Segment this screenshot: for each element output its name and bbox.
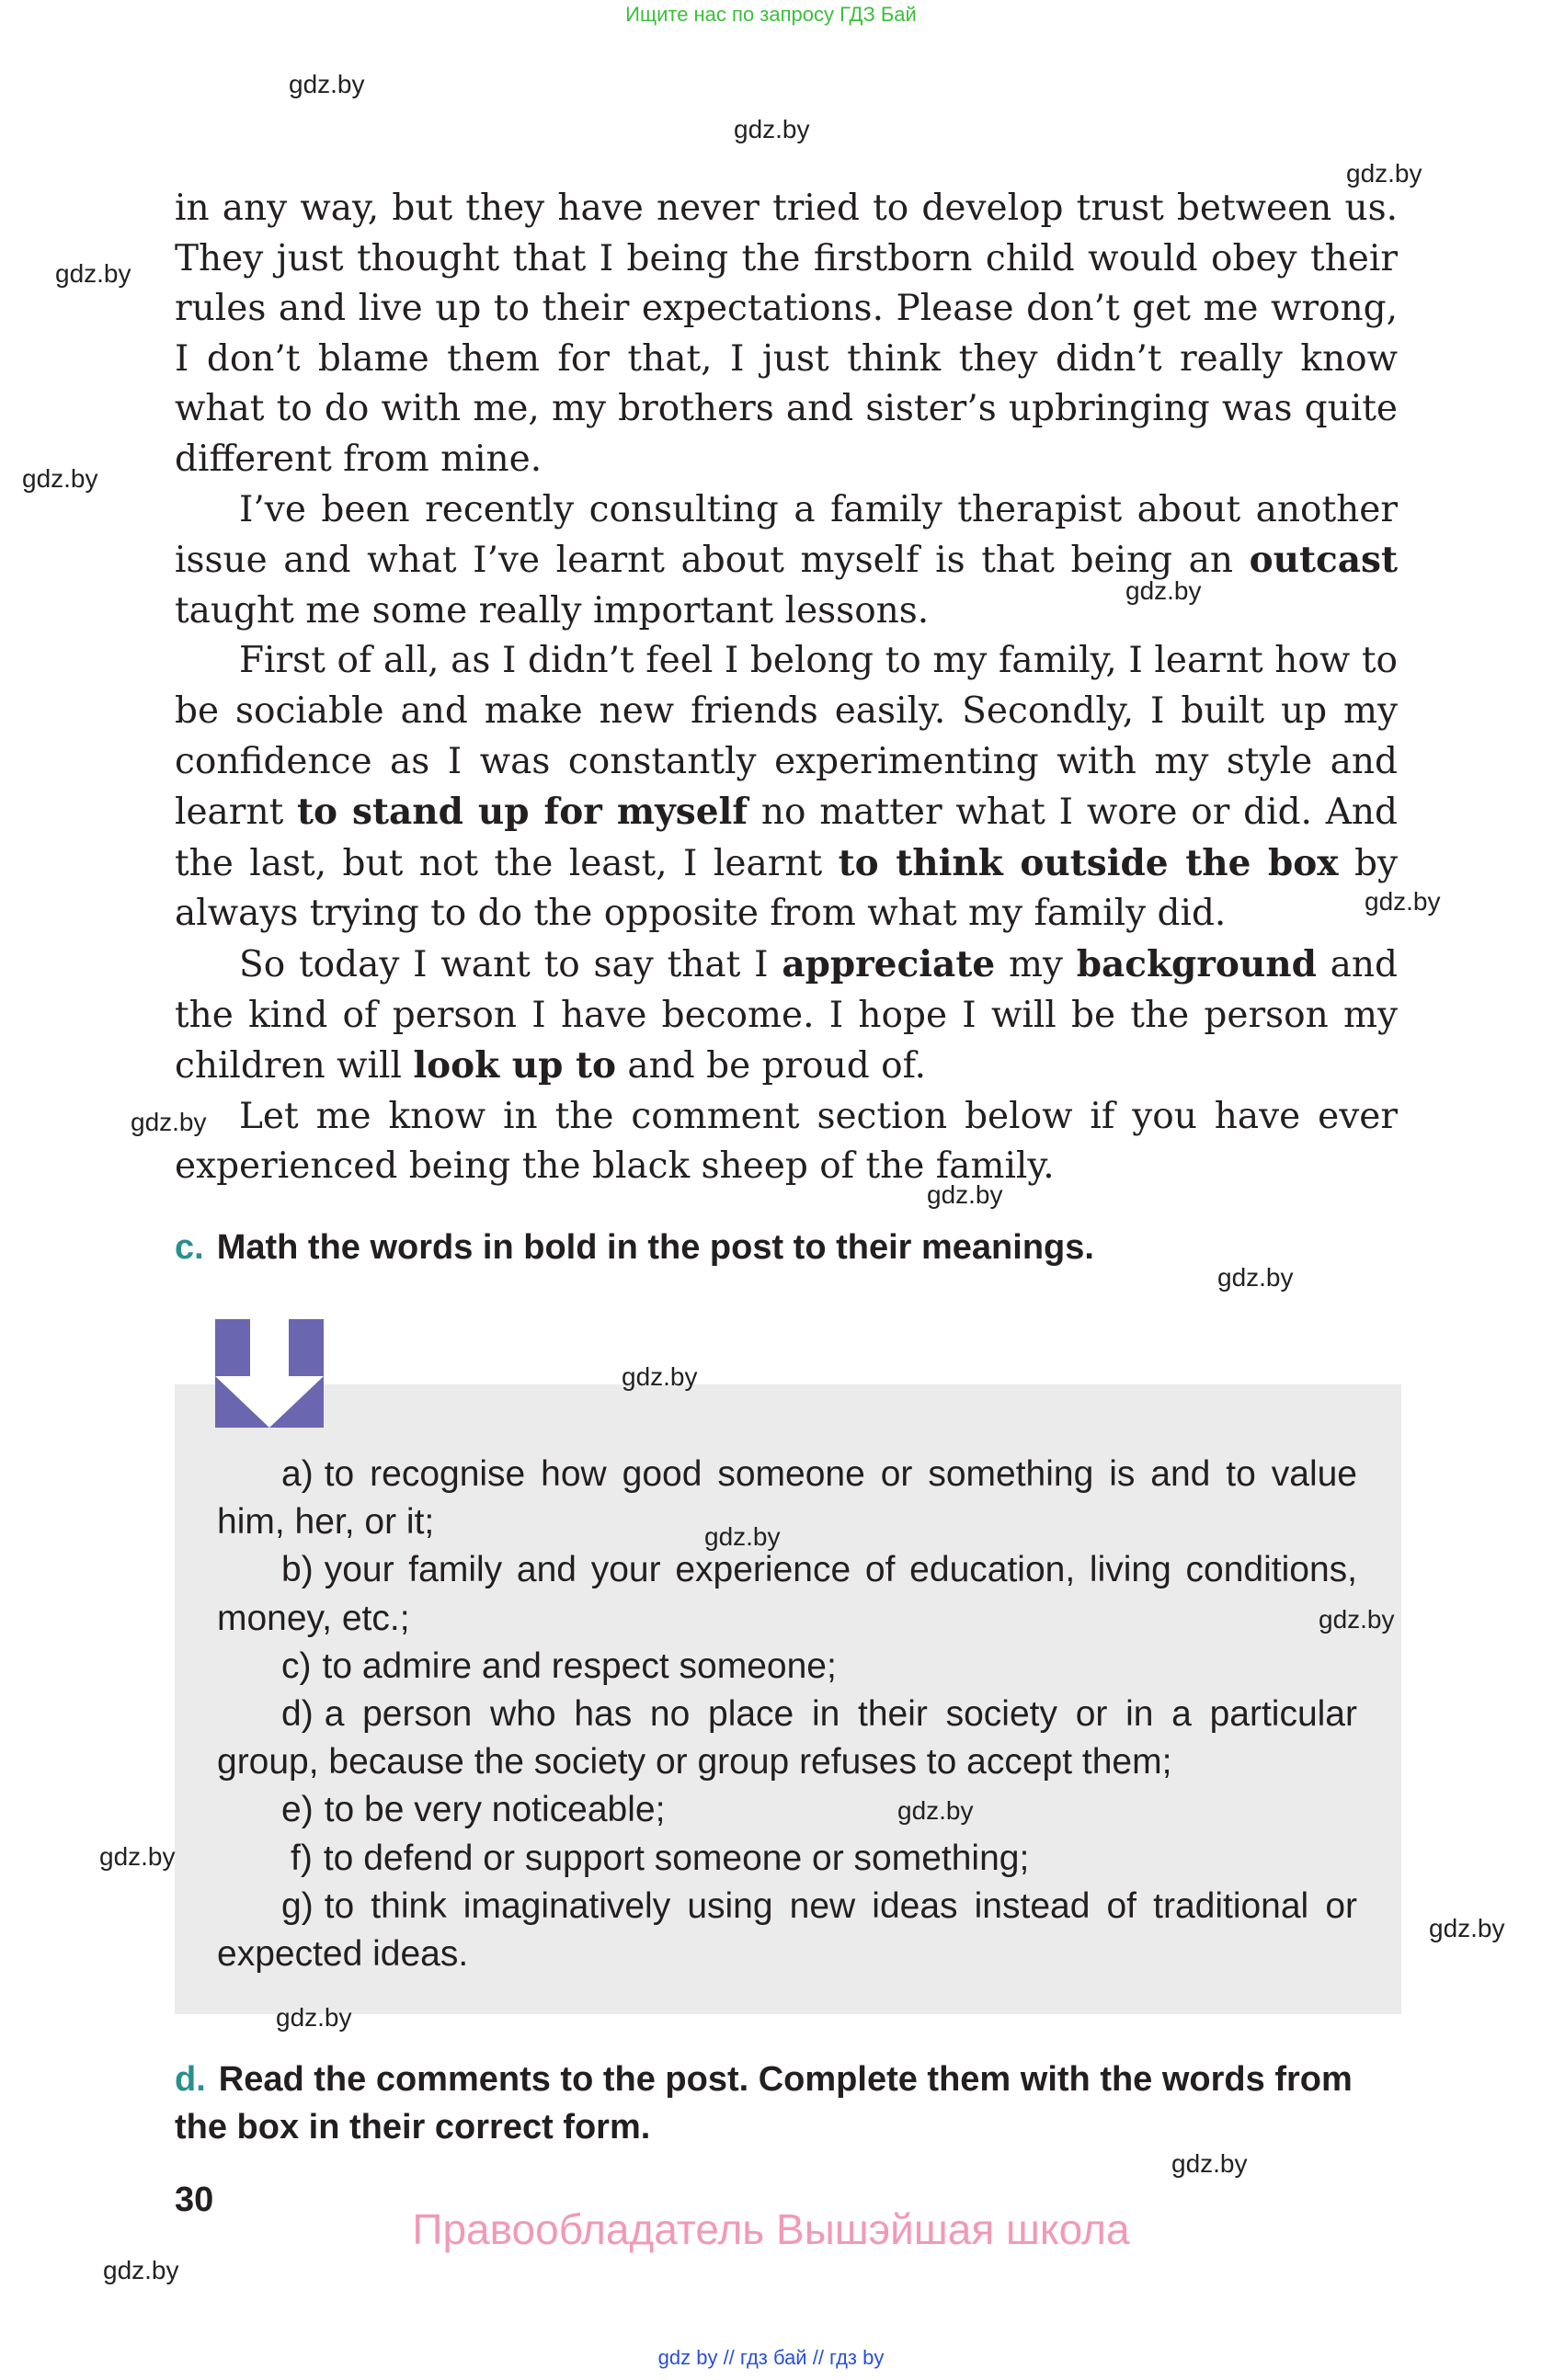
definition-item: d) a person who has no place in their society or in a particular group, because the society or group refuses to accept them; xyxy=(217,1694,1357,1782)
down-arrow-icon xyxy=(215,1319,324,1428)
definitions-list xyxy=(217,1451,1357,1978)
watermark: gdz.by xyxy=(734,115,810,143)
watermark: gdz.by xyxy=(103,2256,179,2284)
watermark: gdz.by xyxy=(99,1842,176,1871)
watermark: gdz.by xyxy=(622,1362,698,1391)
watermark: gdz.by xyxy=(704,1522,781,1551)
article-paragraph: I’ve been recently consulting a family therapist about another issue and what I’ve learnt about myself is that being an outcast taught me some really important lessons. xyxy=(175,488,1398,632)
watermark: gdz.by xyxy=(1217,1263,1294,1292)
watermark: gdz.by xyxy=(1365,887,1441,916)
definition-item: a) to recognise how good someone or something is and to value him, her, or it; xyxy=(217,1454,1357,1543)
top-banner: Ищите нас по запросу ГДЗ Бай xyxy=(625,3,917,26)
watermark: gdz.by xyxy=(289,70,365,98)
watermark: gdz.by xyxy=(22,464,98,493)
task-letter: d. xyxy=(175,2060,206,2099)
watermark: gdz.by xyxy=(1125,576,1202,605)
watermark: gdz.by xyxy=(1171,2149,1248,2178)
watermark: gdz.by xyxy=(897,1796,974,1825)
task-d-heading: d. Read the comments to the post. Complete them with the words from the box in their correct form. xyxy=(175,2060,1353,2147)
task-letter: c. xyxy=(175,1228,204,1267)
watermark: gdz.by xyxy=(131,1108,207,1136)
footer-links[interactable]: gdz by // гдз бай // гдз by xyxy=(657,2346,885,2369)
watermark: gdz.by xyxy=(927,1180,1003,1209)
article-paragraph: First of all, as I didn’t feel I belong to my family, I learnt how to be sociable and make new friends easily. Secondly, I built up my confidence as I was constantly experimenting with my style and learnt to stand up for myself no matter what I wore or did. And the last, but not the least, I learnt to think outside the box by always trying to do the opposite from what my family did. xyxy=(175,640,1398,935)
article-paragraph: in any way, but they have never tried to develop trust between us. They just thought that I being the firstborn child would obey their rules and live up to their expectations. Please don’t get me wrong, I don’t blame them for that, I just think they didn’t really know what to do with me, my brothers and sister’s upbringing was quite different from mine. xyxy=(175,188,1398,480)
task-c-heading: c. Math the words in bold in the post to their meanings. xyxy=(175,1228,1094,1267)
definition-item: f) to defend or support someone or something; xyxy=(291,1838,1030,1878)
copyright-holder: Правообладатель Вышэйшая школа xyxy=(412,2205,1130,2253)
watermark: gdz.by xyxy=(276,2003,352,2032)
article-body xyxy=(175,184,1398,1192)
definition-item: g) to think imaginatively using new ideas instead of traditional or expected ideas. xyxy=(217,1885,1357,1975)
definition-item: e) to be very noticeable; xyxy=(281,1790,666,1830)
watermark: gdz.by xyxy=(1346,159,1422,188)
page-number: 30 xyxy=(175,2181,214,2219)
definition-item: b) your family and your experience of education, living conditions, money, etc.; xyxy=(217,1550,1357,1638)
watermark: gdz.by xyxy=(1429,1914,1505,1942)
article-paragraph: Let me know in the comment section below if you have ever experienced being the black sheep of the family. xyxy=(175,1095,1398,1188)
watermark: gdz.by xyxy=(55,259,131,288)
article-paragraph: So today I want to say that I appreciate my background and the kind of person I have become. I hope I will be the person my children will look up to and be proud of. xyxy=(175,942,1398,1088)
definition-item: c) to admire and respect someone; xyxy=(281,1646,837,1686)
watermark: gdz.by xyxy=(1319,1605,1395,1634)
